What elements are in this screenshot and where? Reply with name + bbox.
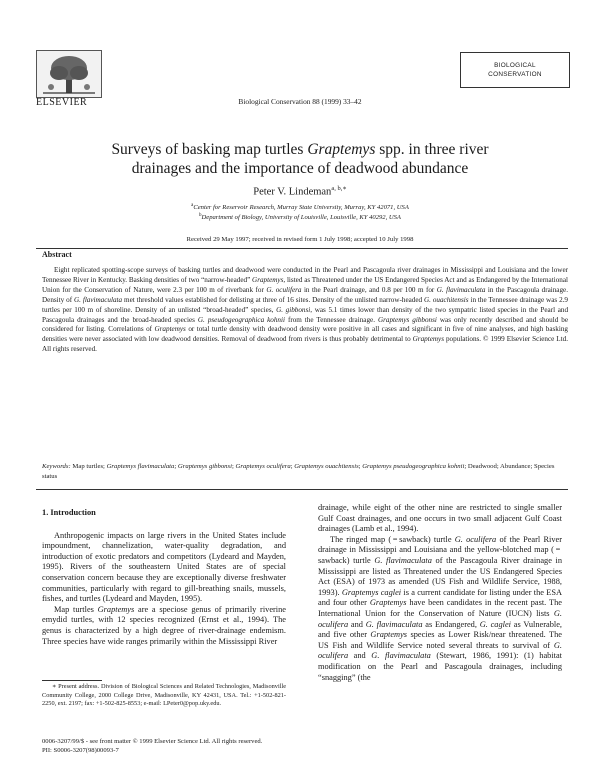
divider-bottom [36, 489, 568, 490]
title-line1-pre: Surveys of basking map turtles [111, 141, 308, 158]
journal-name-box [460, 52, 570, 88]
intro-paragraph-4: The ringed map ( = sawback) turtle G. oculifera of the Pearl River drainage in Mississippi and Louisiana and the yellow-blotched map ( = sawback) turtle G. flavimaculata of the Pascagoula River drainage in Mississippi are listed as Threatened under the US Endangered Species Act (ESA) of 1973 as amended (US Fish and Wildlife Service, 1988, 1993). Graptemys caglei is a current candidate for listing under the ESA and four other Graptemys have been candidates in the recent past. The International Union for the Conservation of Nature (IUCN) lists G. oculifera and G. flavimaculata as Endangered, G. caglei as Vulnerable, and five other Graptemys species as Lower Risk/near threatened. The US Fish and Wildlife Service noted several threats to survival of G. oculifera and G. flavimaculata (Stewart, 1986, 1991): (1) habitat modification on the Pearl and Pascagoula drainages, including “snagging” (the [318, 534, 563, 682]
affiliation-b [40, 213, 560, 221]
keywords-label: Keywords: [42, 463, 71, 470]
intro-paragraph-2: Map turtles Graptemys are a speciose genus of primarily riverine emydid turtles, with 12 species recognized (Ernst et al., 1994). The genus is characterized by a high degree of river-drainage endemism. Three species have wide ranges primarily within the Mississippi River [42, 604, 287, 646]
footnote-rule [42, 680, 102, 681]
elsevier-tree-logo [36, 50, 102, 98]
column-right [318, 503, 562, 683]
paper-title [40, 140, 560, 178]
footer-copyright-line: 0006-3207/99/$ - see front matter © 1999 Elsevier Science Ltd. All rights reserved. [42, 738, 263, 745]
intro-paragraph-3: drainage, while eight of the other nine are restricted to single smaller Gulf Coast drainages, and one occurs in two small adjacent Gulf Coast drainages (Lamb et al., 1994). [318, 503, 562, 534]
abstract-heading: Abstract [42, 250, 72, 259]
section-heading-introduction: 1. Introduction [42, 508, 96, 517]
publisher-name: ELSEVIER [36, 97, 88, 108]
intro-paragraph-1: Anthropogenic impacts on large rivers in the United States include impoundment, channelization, water-quality degradation, and introduction of exotic predators and competitors (Lydeard and Mayden, 1995). Rivers of the southeastern United States are of special conservation concern because they are exceptionally diverse freshwater communities, particularly with regard to gill-breathing snails, mussels, fishes, and turtles (Lydeard and Mayden, 1995). [42, 530, 286, 604]
keywords-list: Map turtles; Graptemys flavimaculata; Graptemys gibbonsi; Graptemys oculifera; Graptemys ouachitensis; Graptemys pseudogeographica kohnii; Deadwood; Abundance; Species status [42, 463, 555, 480]
affiliation-a-text: Center for Reservoir Research, Murray State University, Murray, KY 42071, USA [193, 204, 409, 212]
received-dates: Received 29 May 1997; received in revised form 1 July 1998; accepted 10 July 1998 [186, 236, 414, 243]
copyright-footer [42, 737, 568, 755]
affiliation-a-mark: a [191, 203, 194, 208]
title-genus: Graptemys [307, 141, 376, 158]
footer-pii-line: PII: S0006-3207(98)00093-7 [42, 747, 119, 754]
author-name: Peter V. Lindeman [253, 186, 332, 198]
affiliation-a [40, 203, 560, 211]
title-line2: drainages and the importance of deadwood abundance [131, 160, 469, 177]
affiliation-b-text: Department of Biology, University of Louisville, Louisville, KY 40292, USA [201, 214, 401, 222]
journal-citation: Biological Conservation 88 (1999) 33–42 [238, 97, 362, 106]
title-line1-post: spp. in three river [375, 141, 489, 158]
author-marks: a, b,∗ [331, 185, 347, 192]
affiliation-b-mark: b [199, 213, 202, 218]
abstract-body: Eight replicated spotting-scope surveys of basking turtles and deadwood were conducted in the Pearl and Pascagoula river drainages in Mississippi and Louisiana and the lower Tennessee River in Kentucky. Basking densities of two “narrow-headed” Graptemys, listed as Threatened under the US Endangered Species Act and as Endangered by the International Union for the Conservation of Nature, were 2.3 per 100 m of riverbank for G. oculifera in the Pearl drainage, and 0.8 per 100 m for G. flavimaculata in the Pascagoula drainage. Density of G. flavimaculata met threshold values established for delisting at three of 16 sites. Density of the unlisted narrow-headed G. ouachitensis in the Tennessee drainage was 2.9 turtles per 100 m of shoreline. Density of an unlisted “broad-headed” species, G. gibbonsi, was 5.1 times lower than density of the two sympatric listed species in the Pearl and Pascagoula drainages and the broad-headed species G. pseudogeographica kohnii from the Tennessee drainage. Graptemys gibbonsi was only recently described and should be considered for listing. Correlations of Graptemys or total turtle density with deadwood density were positive in all cases and significant in five of nine analyses, and high basking densities were never associated with low deadwood densities. Removal of deadwood from rivers is thus probably detrimental to Graptemys populations. © 1999 Elsevier Science Ltd. All rights reserved. [42, 266, 569, 354]
divider-top [36, 248, 568, 249]
column-left [42, 508, 286, 647]
footnote: ∗ Present address. Division of Biological Sciences and Related Technologies, Madisonville Community College, 2000 College Drive, Madisonville, KY 42431, USA. Tel.: +1-502-821-2250, ext. 2197; fax: +1-502-825-8553; e-mail: LPeter0@pop.uky.edu. [42, 683, 286, 708]
keywords [42, 462, 568, 481]
journal-name-line2: CONSERVATION [488, 71, 542, 78]
journal-name-line1: BIOLOGICAL [494, 62, 536, 69]
author [40, 184, 560, 198]
